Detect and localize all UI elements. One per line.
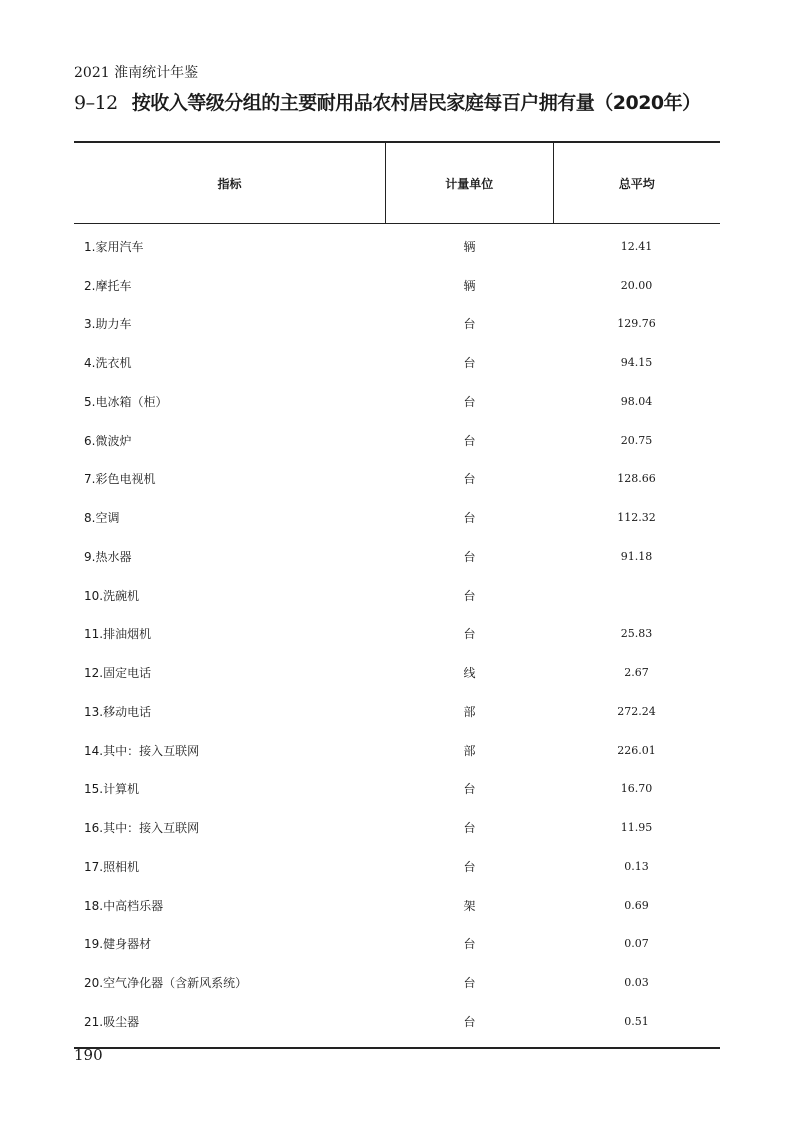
value-cell: 112.32: [617, 511, 656, 525]
unit-cell: 台: [463, 511, 476, 526]
value-cell: 0.51: [624, 1014, 649, 1028]
indicator-cell: 4.洗衣机: [84, 356, 132, 371]
indicator-cell: 8.空调: [84, 511, 120, 526]
unit-cell: 台: [463, 859, 476, 874]
indicator-cell: 13.移动电话: [84, 704, 152, 719]
table-row: [74, 731, 720, 770]
value-cell: 0.07: [624, 937, 649, 951]
indicator-cell: 3.助力车: [84, 317, 132, 332]
table-row: [74, 692, 720, 731]
unit-cell: 辆: [463, 278, 476, 293]
table-row: [74, 305, 720, 344]
unit-cell: 台: [463, 394, 476, 409]
unit-cell: 台: [463, 433, 476, 448]
indicator-cell: 9.热水器: [84, 549, 132, 564]
table-row: [74, 537, 720, 576]
indicator-cell: 2.摩托车: [84, 278, 132, 293]
table-row: [74, 653, 720, 692]
unit-cell: 架: [463, 898, 476, 913]
table-title-text: 按收入等级分组的主要耐用品农村居民家庭每百户拥有量（2020年）: [131, 92, 701, 114]
value-cell: 0.03: [624, 976, 649, 990]
table-row: [74, 576, 720, 615]
page-number: 190: [74, 1046, 103, 1064]
indicator-cell: 17.照相机: [84, 859, 140, 874]
indicator-cell: 14.其中：接入互联网: [84, 743, 200, 758]
value-cell: 94.15: [620, 356, 653, 370]
yearbook-header: 2021 淮南统计年鉴: [74, 65, 199, 81]
indicator-cell: 6.微波炉: [84, 433, 132, 448]
value-cell: 91.18: [620, 549, 653, 563]
unit-cell: 台: [463, 782, 476, 797]
indicator-cell: 15.计算机: [84, 782, 140, 797]
unit-cell: 台: [463, 472, 476, 487]
value-cell: 129.76: [617, 317, 656, 331]
value-cell: 272.24: [617, 704, 656, 718]
indicator-cell: 16.其中：接入互联网: [84, 821, 200, 836]
indicator-cell: 1.家用汽车: [84, 239, 144, 254]
indicator-cell: 18.中高档乐器: [84, 898, 164, 913]
indicator-cell: 20.空气净化器（含新风系统）: [84, 976, 248, 991]
unit-cell: 台: [463, 627, 476, 642]
table-row: [74, 460, 720, 499]
unit-cell: 线: [463, 666, 476, 681]
value-cell: 20.75: [620, 433, 653, 447]
table-header-row: [74, 143, 720, 224]
table-row: [74, 925, 720, 964]
table-number: 9–12: [74, 92, 118, 114]
value-cell: 12.41: [620, 239, 653, 253]
table-row: [74, 808, 720, 847]
table-title: [74, 88, 701, 115]
unit-cell: 台: [463, 549, 476, 564]
table-row: [74, 382, 720, 421]
indicator-cell: 10.洗碗机: [84, 588, 140, 603]
column-header-average: 总平均: [553, 143, 720, 223]
unit-cell: 台: [463, 588, 476, 603]
table-body: [74, 224, 720, 1047]
column-header-indicator: 指标: [217, 176, 242, 191]
value-cell: 25.83: [620, 627, 653, 641]
value-cell: 2.67: [624, 666, 649, 680]
indicator-cell: 5.电冰箱（柜）: [84, 394, 168, 409]
unit-cell: 台: [463, 976, 476, 991]
indicator-cell: 12.固定电话: [84, 666, 152, 681]
unit-cell: 台: [463, 356, 476, 371]
unit-cell: 部: [463, 743, 476, 758]
table-row: [74, 1002, 720, 1041]
value-cell: 128.66: [617, 472, 656, 486]
table-row: [74, 847, 720, 886]
unit-cell: 台: [463, 317, 476, 332]
value-cell: 11.95: [620, 821, 653, 835]
table-row: [74, 227, 720, 266]
indicator-cell: 11.排油烟机: [84, 627, 152, 642]
value-cell: 226.01: [617, 743, 656, 757]
table-row: [74, 421, 720, 460]
unit-cell: 部: [463, 704, 476, 719]
unit-cell: 辆: [463, 239, 476, 254]
indicator-cell: 7.彩色电视机: [84, 472, 156, 487]
table-row: [74, 886, 720, 925]
column-header-unit: 计量单位: [385, 143, 552, 223]
table-row: [74, 963, 720, 1002]
table-row: [74, 615, 720, 654]
indicator-cell: 19.健身器材: [84, 937, 152, 952]
unit-cell: 台: [463, 821, 476, 836]
value-cell: 98.04: [620, 394, 653, 408]
table-row: [74, 770, 720, 809]
value-cell: 20.00: [620, 278, 653, 292]
unit-cell: 台: [463, 1014, 476, 1029]
indicator-cell: 21.吸尘器: [84, 1014, 140, 1029]
data-table: [74, 141, 720, 1049]
value-cell: 0.13: [624, 859, 649, 873]
value-cell: 16.70: [620, 782, 653, 796]
table-row: [74, 266, 720, 305]
unit-cell: 台: [463, 937, 476, 952]
table-row: [74, 343, 720, 382]
table-row: [74, 498, 720, 537]
value-cell: 0.69: [624, 898, 649, 912]
